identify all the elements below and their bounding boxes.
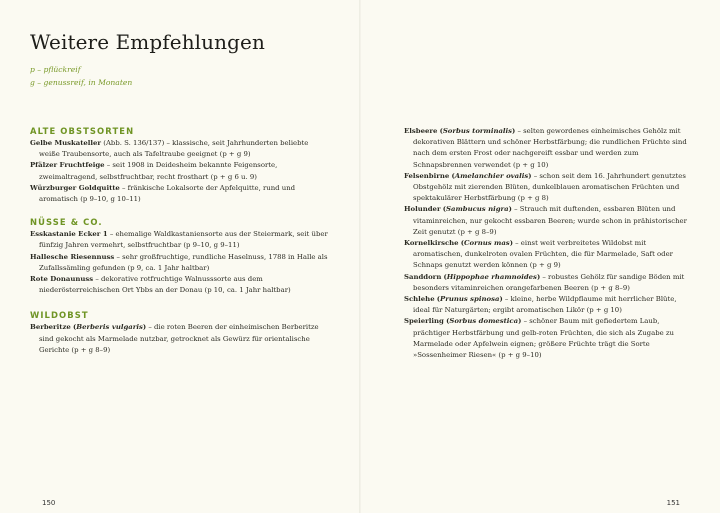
- entry-latin-name: Hippophae rhamnoides: [446, 272, 537, 281]
- entry-latin-name: Prunus spinosa: [440, 295, 500, 304]
- legend-line-p: p – pflückreif: [30, 65, 81, 74]
- entry-name: Holunder: [404, 205, 441, 214]
- entry: Kornelkirsche (Cornus mas) – einst weit verbreitetes Wildobst mit aromatischen, dunkelroten ovalen Früchten, die für Marmelade, Saft oder Schnaps genutzt werden können (p + g 9): [404, 239, 673, 270]
- entry-latin-name: Sambucus nigra: [446, 205, 509, 214]
- entry-name: Hallesche Riesennuss: [30, 252, 115, 261]
- page-title: Weitere Empfehlungen: [30, 30, 265, 54]
- entry: Schlehe (Prunus spinosa) – kleine, herbe Wildpflaume mit herrlicher Blüte, ideal für Naturgärten; ergibt aromatischen Likör (p + g 10): [404, 295, 677, 315]
- entry-name: Gelbe Muskateller: [30, 139, 102, 147]
- entry-name: Felsenbirne: [404, 171, 450, 180]
- entry-name: Sanddorn: [404, 272, 442, 281]
- entry-latin-name: Sorbus torminalis: [442, 127, 513, 135]
- entry-text: – kleine, herbe Wildpflaume mit herrlicher Blüte, ideal für Naturgärten; ergibt aromatischen Likör (p + g 10): [413, 295, 677, 315]
- entry-name: Speierling: [404, 317, 444, 326]
- entry-latin-name: Sorbus domestica: [449, 317, 519, 326]
- page-number-left: 150: [42, 499, 56, 507]
- entry-text: – seit 1908 in Deidesheim bekannte Feigensorte, zweimaltragend, selbstfruchtbar, recht frosthart (p + g 6 u. 9): [39, 161, 278, 181]
- entry-name: Berberitze: [30, 323, 71, 332]
- entry-name: Schlehe: [404, 295, 435, 304]
- entry-text: – sehr großfruchtige, rundliche Haselnuss, 1788 in Halle als Zufallssämling gefunden (p 9, ca. 1 Jahr haltbar): [39, 252, 328, 272]
- entry-text: – dekorative rotfruchtige Walnusssorte aus dem niederösterreichischen Ort Ybbs an der Donau (p 10, ca. 1 Jahr haltbar): [39, 275, 291, 295]
- entry: Holunder (Sambucus nigra) – Strauch mit duftenden, essbaren Blüten und vitaminreichen, nur gekocht essbaren Beeren; wurde schon in prähistorischer Zeit genutzt (p + g 8–9): [404, 205, 687, 236]
- entry: [30, 183, 328, 205]
- entry: [30, 160, 328, 182]
- entry: [30, 252, 328, 274]
- right-column: [404, 126, 690, 361]
- entry-text: – robustes Gehölz für sandige Böden mit besonders vitaminreichen orangefarbenen Beeren (p + g 8–9): [413, 272, 685, 292]
- entry-text: – fränkische Lokalsorte der Apfelquitte, rund und aromatisch (p 9–10, g 10–11): [39, 183, 296, 204]
- entry-text: (Abb. S. 136/137) – klassische, seit Jahrhunderten beliebte weiße Traubensorte, auch als Tafeltraube geeignet (p + g 9): [39, 139, 309, 159]
- entry-text: – einst weit verbreitetes Wildobst mit aromatischen, dunkelroten ovalen Früchten, die für Marmelade, Saft oder Schnaps genutzt werden können (p + g 9): [413, 239, 673, 270]
- entry: Felsenbirne (Amelanchier ovalis) – schon seit dem 16. Jahrhundert genutztes Obstgehölz mit zierenden Blüten, dunkelblauen aromatischen Früchten und spektakulärer Herbstfärbung (p + g 8): [404, 171, 686, 203]
- entry-name: Würzburger Goldquitte: [30, 183, 120, 192]
- page-number-right: 151: [666, 499, 680, 507]
- legend-line-g: g – genussreif, in Monaten: [30, 77, 133, 87]
- entry: Elsbeere (Sorbus torminalis) – selten gewordenes einheimisches Gehölz mit dekorativen Blättern und schöner Herbstfärbung; die rundlichen Früchte sind nach dem ersten Frost oder nachgereift essbar und werden zum Schnapsbrennen verwendet (p + g 10): [404, 127, 687, 169]
- entry: Speierling (Sorbus domestica) – schöner Baum mit gefiedertem Laub, prächtiger Herbstfärbung und gelb-roten Früchten, die sich als Zugabe zu Marmelade oder Apfelwein eignen; größere Früchte trägt die Sorte »Sossenheimer Riesen« (p + g 9–10): [404, 317, 674, 360]
- entry-latin-name: Amelanchier ovalis: [454, 171, 529, 180]
- entry-name: Elsbeere: [404, 127, 438, 135]
- legend: [30, 64, 132, 89]
- entry-text: – selten gewordenes einheimisches Gehölz mit dekorativen Blättern und schöner Herbstfärbung; die rundlichen Früchte sind nach dem ersten Frost oder nachgereift essbar und werden zum Schnapsbrennen verwendet (p + g 10): [413, 127, 687, 169]
- entry-text: – ehemalige Waldkastaniensorte aus der Steiermark, seit über fünfzig Jahren vermehrt, selbstfruchtbar (p 9–10, g 9–11): [39, 230, 328, 250]
- entry-name: Pfälzer Fruchtfeige: [30, 161, 105, 170]
- entry-text: – die roten Beeren der einheimischen Berberitze sind gekocht als Marmelade nutzbar, getrocknet als Gewürz für orientalische Gerichte (p + g 8–9): [39, 323, 319, 354]
- left-column: [30, 126, 328, 356]
- entry-name: Esskastanie Ecker 1: [30, 230, 108, 239]
- section-heading-nuesse: NÜSSE & CO.: [30, 217, 103, 228]
- section-heading-wildobst: WILDOBST: [30, 310, 89, 321]
- entry-name: Kornelkirsche: [404, 239, 459, 248]
- gutter: [359, 0, 361, 513]
- entry: [30, 229, 328, 251]
- entry: Sanddorn (Hippophae rhamnoides) – robustes Gehölz für sandige Böden mit besonders vitaminreichen orangefarbenen Beeren (p + g 8–9): [404, 272, 685, 292]
- entry: [30, 274, 328, 296]
- entry-latin-name: Berberis vulgaris: [76, 323, 143, 332]
- entry: [30, 138, 328, 160]
- entry-text: – schöner Baum mit gefiedertem Laub, prächtiger Herbstfärbung und gelb-roten Früchten, die sich als Zugabe zu Marmelade oder Apfelwein eignen; größere Früchte trägt die Sorte »Sossenheimer Riesen« (p + g 9–10): [413, 317, 674, 360]
- entry-text: – schon seit dem 16. Jahrhundert genutztes Obstgehölz mit zierenden Blüten, dunkelblauen aromatischen Früchten und spektakulärer Herbstfärbung (p + g 8): [413, 171, 686, 203]
- entry-latin-name: Cornus mas: [464, 239, 510, 248]
- entry-name: Rote Donaunuss: [30, 275, 94, 284]
- entry-text: – Strauch mit duftenden, essbaren Blüten und vitaminreichen, nur gekocht essbaren Beeren; wurde schon in prähistorischer Zeit genutzt (p + g 8–9): [413, 205, 687, 236]
- entry: Berberitze (Berberis vulgaris) – die roten Beeren der einheimischen Berberitze sind gekocht als Marmelade nutzbar, getrocknet als Gewürz für orientalische Gerichte (p + g 8–9): [30, 323, 319, 354]
- section-heading-alte-obstsorten: ALTE OBSTSORTEN: [30, 126, 135, 136]
